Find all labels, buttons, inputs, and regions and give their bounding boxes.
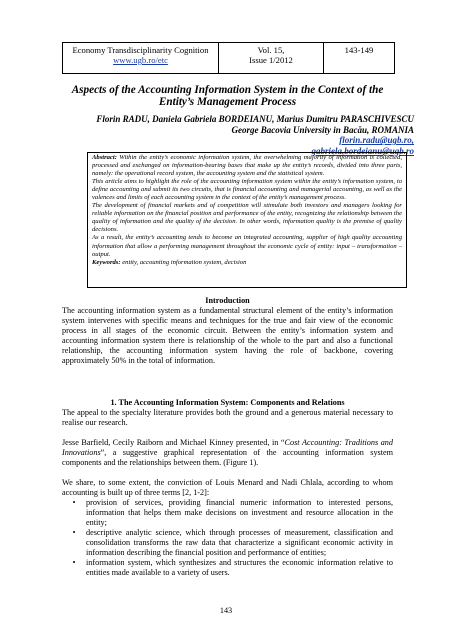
section-1-paragraph-3: We share, to some extent, the conviction of Louis Menard and Nadi Chlala, according to whom accounting is built up of three terms [2, 1-2]: xyxy=(62,478,393,497)
volume-cell xyxy=(219,43,324,73)
list-item: • descriptive analytic science, which through processes of measurement, classification and consolidation transforms the raw data that characterize a significant economic activity in information describing the financial position and performance of entities; xyxy=(62,528,393,558)
abstract-paragraph-1: Within the entity’s economic information system, the overwhelming majority of information is collected, processed and exchanged on information-bearing bases that make up the entity’s records, divided into three parts, namely: the operational record system, the accounting system and the statistical system. xyxy=(92,154,402,178)
title-line-2: Entity’s Management Process xyxy=(158,96,297,109)
bullet-icon: • xyxy=(72,558,76,567)
introduction-text: The accounting information system as a fundamental structural element of the entity’s information system intervenes with specific means and techniques for the true and fair view of the economic process in all stages of the economic circuit. Between the entity’s information system and accounting information system there is relationship of the whole to the part and also a functional relationship, the accounting information system having the role of backbone, covering approximately 50% in the total of information. xyxy=(62,306,393,365)
abstract-paragraph-3: The development of financial markets and of competition will stimulate both investors and managers looking for reliable information on the financial position and performance of the entity, recognizing the relationship between the quality of information and the quality of the decision. In other words, information quality is the premise of quality decisions. xyxy=(92,202,402,234)
journal-cell xyxy=(63,43,219,73)
introduction-heading: Introduction xyxy=(205,296,250,305)
journal-header-table xyxy=(62,42,395,74)
section-1-heading: 1. The Accounting Information System: Components and Relations xyxy=(110,398,345,407)
list-item: • information system, which synthesizes and structures the economic information relative to entities made available to a variety of users. xyxy=(62,558,393,578)
author-block xyxy=(40,114,414,156)
list-item: • provision of services, providing financial numeric information to interested persons, information that helps them make decisions on investment and resource allocation in the entity; xyxy=(62,498,393,528)
paper-title xyxy=(60,84,395,109)
section-1 xyxy=(62,398,393,578)
page-number: 143 xyxy=(219,606,233,615)
author-names: Florin RADU, Daniela Gabriela BORDEIANU, Marius Dumitru PARASCHIVESCU xyxy=(96,114,414,124)
section-1-paragraph-1: The appeal to the specialty literature provides both the ground and a generous material necessary to realise our research. xyxy=(62,408,393,427)
keywords-label: Keywords: xyxy=(92,258,121,266)
abstract-paragraph-2: This article aims to highlight the role of the accounting information system within the entity’s information system, to define accounting and submit its two circuits, that is financial accounting and managerial accounting, as well as the valences and limits of each accounting system in the context of the entity’s management process. xyxy=(92,178,402,202)
journal-name: Economy Transdisciplinarity Cognition xyxy=(72,45,209,55)
abstract-paragraph-4: As a result, the entity’s accounting tends to become an integrated accounting, supplier of high quality accounting information that allow a performing management throughout the economic cycle of entity: input – transformation – output. xyxy=(92,234,402,258)
affiliation: George Bacovia University in Bacău, ROMANIA xyxy=(231,124,414,135)
bullet-icon: • xyxy=(72,498,76,507)
abstract-label: Abstract: xyxy=(92,154,117,161)
journal-url-link[interactable]: www.ugb.ro/etc xyxy=(113,55,168,65)
volume: Vol. 15, xyxy=(257,45,285,55)
email-link-1[interactable]: florin.radu@ugb.ro, xyxy=(339,135,414,146)
abstract-box xyxy=(87,152,407,288)
bullet-icon: • xyxy=(72,528,76,537)
section-1-paragraph-2: Jesse Barfield, Cecily Raiborn and Michael Kinney presented, in “Cost Accounting: Traditions and Innovations”, a suggestive graphical representation of the accounting information system components and the relationships between them. (Figure 1). xyxy=(62,438,393,467)
introduction-section xyxy=(62,296,393,366)
issue: Issue 1/2012 xyxy=(249,55,293,65)
email-link-2[interactable]: gabriela.bordeianu@ugb.ro xyxy=(311,145,414,156)
title-line-1: Aspects of the Accounting Information System in the Context of the xyxy=(71,84,384,96)
keywords-text: entity, accounting information system, decision xyxy=(122,258,247,266)
page-range: 143-149 xyxy=(344,45,374,55)
pages-cell xyxy=(324,43,394,73)
